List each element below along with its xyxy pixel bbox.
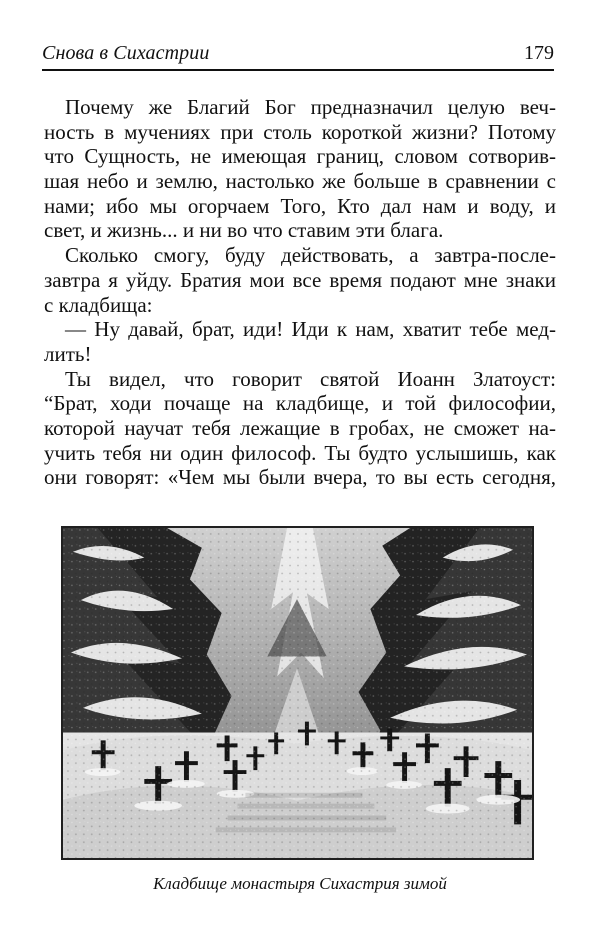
text-line: лить! [44, 341, 92, 366]
text-line: Ты видел, что говорит святой Иоанн Златоуст: [65, 366, 556, 391]
text-line: с кладбища: [44, 292, 153, 317]
text-line: которой научат тебя лежащие в гробах, не сможет на- [44, 415, 556, 440]
cemetery-photo [61, 526, 534, 860]
text-line: завтра я уйду. Братия мои все время подают мне знаки [44, 267, 556, 292]
text-line: Сколько смогу, буду действовать, а завтра-после- [65, 243, 556, 268]
text-line: нами; ибо мы огорчаем Того, Кто дал нам и воду, и [44, 193, 556, 218]
running-title: Снова в Сихастрии [42, 42, 210, 64]
running-head [42, 41, 554, 71]
text-line: учить тебя ни один философ. Ты будто услышишь, как [44, 440, 556, 465]
text-line: — Ну давай, брат, иди! Иди к нам, хватит тебе мед- [65, 317, 556, 342]
text-line: шая небо и землю, настолько же больше в сравнении с [44, 169, 556, 194]
text-line: что Сущность, не имеющая границ, словом сотворив- [44, 144, 556, 169]
figure-caption: Кладбище монастыря Сихастрия зимой [153, 874, 447, 893]
text-line: “Брат, ходи почаще на кладбище, и той философии, [44, 391, 556, 416]
text-line: Почему же Благий Бог предназначил целую веч- [65, 95, 556, 119]
page-number: 179 [524, 42, 554, 64]
winter-cemetery-image [63, 528, 532, 858]
text-line: ность в мучениях при столь короткой жизни? Потому [44, 119, 556, 144]
text-line: они говорят: «Чем мы были вчера, то вы есть сегодня, [44, 465, 556, 490]
main-text [44, 95, 556, 490]
text-line: свет, и жизнь... и ни во что ставим эти блага. [44, 218, 444, 243]
